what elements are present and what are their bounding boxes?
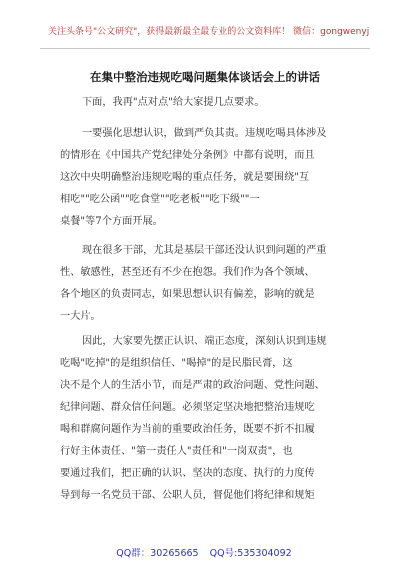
paragraph-line: 纪律问题、群众信任问题。必须坚定坚决地把整治违规吃 — [60, 402, 315, 413]
paragraph-line: 这次中央明确整治违规吃喝的重点任务，就是要围绕"互 — [60, 172, 310, 183]
document-title: 在集中整治违规吃喝问题集体谈话会上的讲话 — [90, 70, 320, 84]
paragraph-line: 决不是个人的生活小节，而是严肃的政治问题、党性问题、 — [60, 380, 325, 391]
paragraph-line: 要通过我们，把正确的认识、坚决的态度、执行的力度传 — [60, 468, 315, 479]
footer-contact — [0, 545, 408, 559]
header-banner: 关注头条号"公文研究"，获得最新最全最专业的公文资料库！ 微信：gongwenyj — [48, 27, 370, 37]
footer-qq-group: QQ群：30265665 — [116, 548, 199, 559]
paragraph-4 — [60, 331, 360, 507]
header-divider — [40, 48, 370, 49]
paragraph-line: 吃喝"吃掉"的是组织信任、"喝掉"的是民脂民膏，这 — [60, 358, 293, 369]
paragraph-line: 桌餐"等7个方面开展。 — [60, 216, 163, 227]
paragraph-line: 一大片。 — [60, 311, 101, 322]
paragraph-line: 各个地区的负责同志，如果思想认识有偏差，影响的就是 — [60, 289, 315, 300]
paragraph-line: 导到每一名党员干部、公职人员，督促他们将纪律和规矩 — [60, 490, 315, 501]
paragraph-line: 现在很多干部，尤其是基层干部还没认识到问题的严重 — [82, 245, 327, 256]
paragraph-line: 行好主体责任、"第一责任人"责任和"一岗双责"，也 — [60, 446, 293, 457]
paragraph-line: 喝和群腐问题作为当前的重要政治任务，既要不折不扣履 — [60, 424, 315, 435]
paragraph-2 — [60, 123, 360, 233]
paragraph-line: 下面，我再"点对点"给大家提几点要求。 — [82, 97, 265, 108]
paragraph-line: 一要强化思想认识，做到严负其责。违规吃喝具体涉及 — [82, 128, 327, 139]
paragraph-1 — [60, 92, 360, 114]
paragraph-line: 的情形在《中国共产党纪律处分条例》中都有说明，而且 — [60, 150, 315, 161]
paragraph-line: 性、敏感性，甚至还有不少在抱怨。我们作为各个领域、 — [60, 267, 315, 278]
footer-qq-number: QQ号:535304092 — [209, 548, 292, 559]
paragraph-line: 因此，大家要先摆正认识、端正态度，深刻认识到违规 — [82, 336, 327, 347]
paragraph-line: 相吃""吃公函""吃食堂""吃老板""吃下级""一 — [60, 194, 260, 205]
paragraph-3 — [60, 240, 360, 328]
